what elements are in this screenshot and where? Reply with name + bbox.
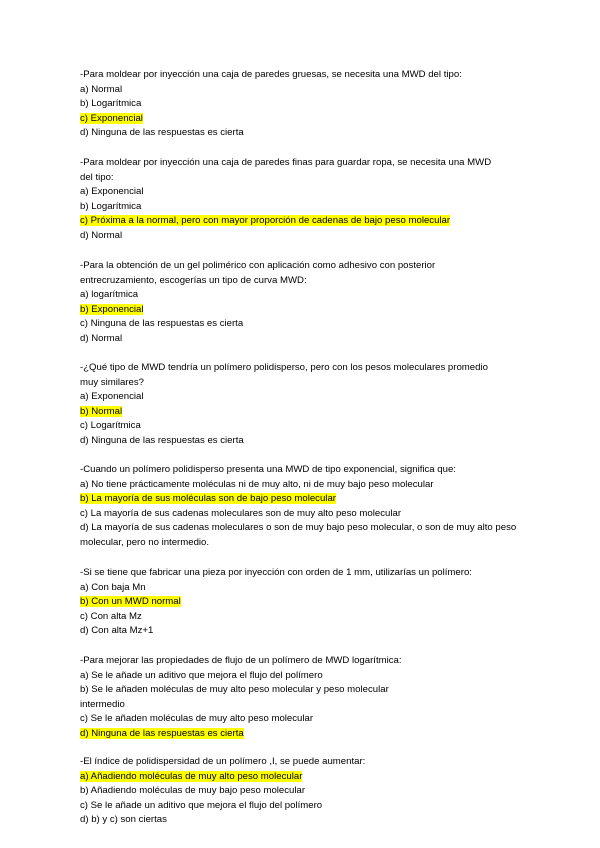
question-prompt-line-1: -Para moldear por inyección una caja de paredes finas para guardar ropa, se necesita una MWD	[80, 157, 492, 168]
option-d-answer: d) Ninguna de las respuestas es cierta	[80, 727, 244, 739]
question-6	[80, 566, 520, 639]
option-c: c) Con alta Mz	[80, 610, 142, 622]
option-a: a) Exponencial	[80, 391, 144, 403]
option-d: d) Normal	[80, 229, 123, 241]
question-2	[80, 156, 520, 244]
option-d: d) Ninguna de las respuestas es cierta	[80, 127, 244, 139]
question-5	[80, 463, 520, 551]
question-prompt: -Cuando un polímero polidisperso presenta una MWD de tipo exponencial, significa que:	[80, 464, 456, 475]
question-8	[80, 755, 520, 828]
option-a-answer: a) Añadiendo moléculas de muy alto peso molecular	[80, 770, 303, 782]
option-a: a) Se le añade un aditivo que mejora el flujo del polímero	[80, 669, 323, 681]
question-prompt: -Si se tiene que fabricar una pieza por inyección con orden de 1 mm, utilizarías un polímero:	[80, 567, 472, 578]
option-b-continuation: intermedio	[80, 698, 125, 710]
option-d: d) Ninguna de las respuestas es cierta	[80, 434, 244, 446]
option-c: c) La mayoría de sus cadenas moleculares son de muy alto peso molecular	[80, 507, 402, 519]
option-a: a) No tiene prácticamente moléculas ni de muy alto, ni de muy bajo peso molecular	[80, 478, 434, 490]
option-c-answer: c) Exponencial	[80, 112, 143, 124]
option-c: c) Logarítmica	[80, 420, 141, 432]
question-prompt: -Para mejorar las propiedades de flujo de un polímero de MWD logarítmica:	[80, 655, 402, 666]
option-b: b) Logarítmica	[80, 98, 142, 110]
option-b-answer: b) Normal	[80, 405, 123, 417]
option-c-answer: c) Próxima a la normal, pero con mayor proporción de cadenas de bajo peso molecular	[80, 215, 451, 227]
option-d: d) Con alta Mz+1	[80, 625, 154, 637]
option-c: c) Se le añade un aditivo que mejora el flujo del polímero	[80, 799, 323, 811]
question-4	[80, 361, 520, 449]
question-3	[80, 259, 520, 347]
option-d: d) Normal	[80, 332, 123, 344]
option-c: c) Ninguna de las respuestas es cierta	[80, 318, 244, 330]
question-prompt: -El índice de polidispersidad de un polímero ,I, se puede aumentar:	[80, 756, 366, 767]
option-a: a) logarítmica	[80, 289, 139, 301]
question-prompt-line-2: del tipo:	[80, 171, 114, 183]
option-b: b) Logarítmica	[80, 200, 142, 212]
option-a: a) Con baja Mn	[80, 581, 146, 593]
question-prompt: -Para moldear por inyección una caja de paredes gruesas, se necesita una MWD del tipo:	[80, 69, 462, 80]
option-b-answer: b) La mayoría de sus moléculas son de bajo peso molecular	[80, 493, 336, 505]
question-prompt-line-1: -¿Qué tipo de MWD tendría un polímero polidisperso, pero con los pesos moleculares promedio	[80, 362, 488, 373]
option-d: d) La mayoría de sus cadenas moleculares o son de muy bajo peso molecular, o son de muy alto peso molecular, pero no intermedio.	[80, 522, 517, 548]
option-c: c) Se le añaden moléculas de muy alto peso molecular	[80, 713, 314, 725]
question-prompt-line-2: entrecruzamiento, escogerías un tipo de curva MWD:	[80, 274, 307, 286]
question-prompt-line-1: -Para la obtención de un gel polimérico con aplicación como adhesivo con posterior	[80, 260, 436, 271]
question-1	[80, 68, 520, 141]
question-7	[80, 654, 520, 742]
option-b-answer: b) Con un MWD normal	[80, 596, 181, 608]
option-a: a) Exponencial	[80, 186, 144, 198]
option-d: d) b) y c) son ciertas	[80, 814, 167, 826]
option-a: a) Normal	[80, 83, 123, 95]
option-b: b) Se le añaden moléculas de muy alto peso molecular y peso molecular	[80, 684, 389, 696]
option-b-answer: b) Exponencial	[80, 303, 144, 315]
question-prompt-line-2: muy similares?	[80, 376, 144, 388]
option-b: b) Añadiendo moléculas de muy bajo peso molecular	[80, 785, 306, 797]
